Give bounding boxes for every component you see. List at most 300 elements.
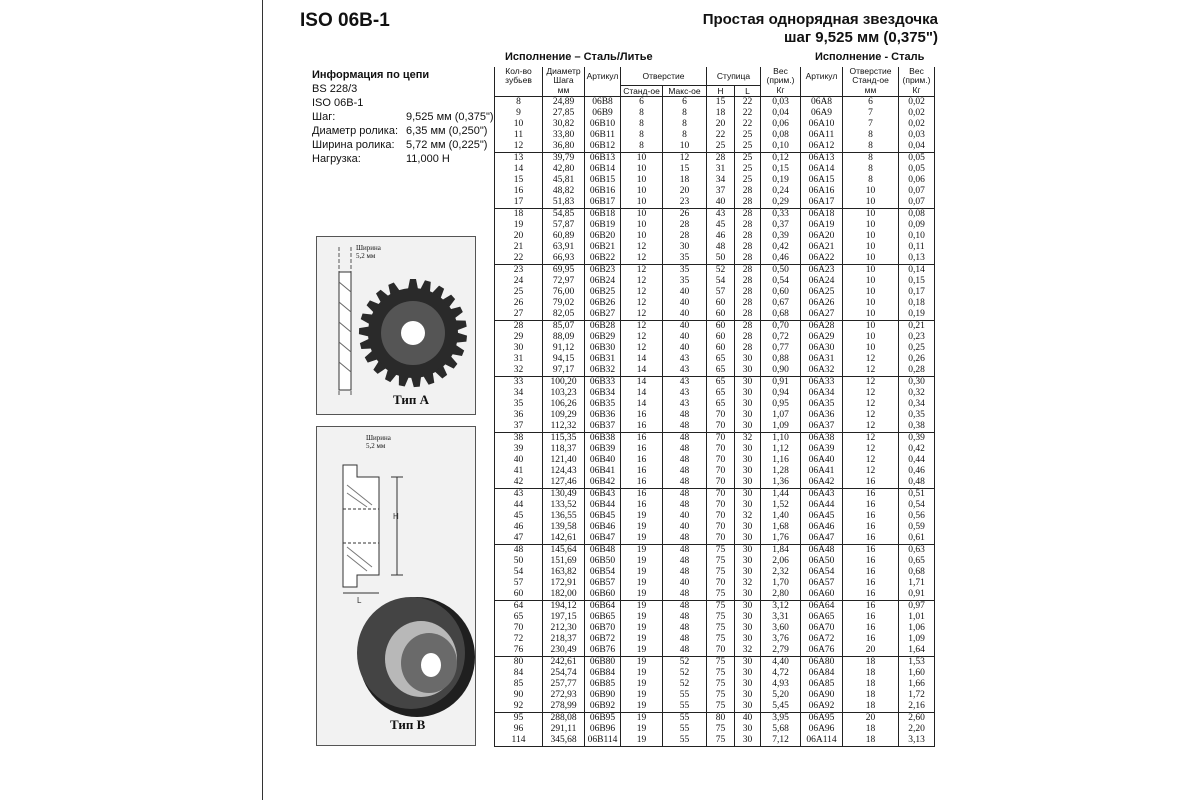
cell-pitch-dia: 57,87	[543, 220, 585, 231]
cell-hub-l: 30	[735, 488, 761, 500]
table-row	[495, 399, 935, 410]
cell-pitch-dia: 121,40	[543, 455, 585, 466]
cell-bore-max: 8	[663, 130, 707, 141]
cell-bore2: 18	[843, 656, 899, 668]
cell-bore2: 12	[843, 354, 899, 365]
cell-article2: 06A13	[801, 152, 843, 164]
cell-bore-std: 16	[621, 455, 663, 466]
cell-bore-max: 35	[663, 264, 707, 276]
cell-hub-l: 30	[735, 354, 761, 365]
header-weight2: Вес (прим.)	[899, 67, 935, 85]
cell-article: 06B19	[585, 220, 621, 231]
cell-bore-max: 55	[663, 724, 707, 735]
cell-bore-std: 19	[621, 578, 663, 589]
cell-hub-l: 25	[735, 175, 761, 186]
table-row	[495, 589, 935, 601]
cell-weight: 0,60	[761, 287, 801, 298]
cell-teeth: 27	[495, 309, 543, 321]
cell-article: 06B64	[585, 600, 621, 612]
cell-pitch-dia: 127,46	[543, 477, 585, 489]
header-weight2-unit: Кг	[899, 85, 935, 96]
cell-article2: 06A14	[801, 164, 843, 175]
cell-hub-h: 75	[707, 623, 735, 634]
cell-hub-h: 57	[707, 287, 735, 298]
cell-article2: 06A90	[801, 690, 843, 701]
cell-bore-max: 40	[663, 578, 707, 589]
cell-pitch-dia: 230,49	[543, 645, 585, 657]
cell-pitch-dia: 112,32	[543, 421, 585, 433]
table-row	[495, 186, 935, 197]
cell-bore-max: 48	[663, 634, 707, 645]
table-header-row	[495, 67, 935, 85]
cell-bore-std: 14	[621, 399, 663, 410]
cell-weight: 0,39	[761, 231, 801, 242]
cell-bore-max: 48	[663, 645, 707, 657]
table-row	[495, 432, 935, 444]
cell-hub-h: 46	[707, 231, 735, 242]
cell-weight: 0,54	[761, 276, 801, 287]
cell-article2: 06A24	[801, 276, 843, 287]
cell-hub-h: 70	[707, 455, 735, 466]
cell-bore2: 7	[843, 119, 899, 130]
cell-article: 06B90	[585, 690, 621, 701]
cell-weight2: 0,06	[899, 175, 935, 186]
cell-bore-max: 43	[663, 388, 707, 399]
cell-bore2: 16	[843, 612, 899, 623]
cell-weight: 0,37	[761, 220, 801, 231]
width-label: Ширина	[356, 244, 381, 252]
cell-weight: 0,19	[761, 175, 801, 186]
cell-weight: 1,28	[761, 466, 801, 477]
cell-article: 06B17	[585, 197, 621, 209]
cell-hub-l: 32	[735, 645, 761, 657]
cell-weight2: 1,60	[899, 668, 935, 679]
cell-teeth: 42	[495, 477, 543, 489]
cell-pitch-dia: 197,15	[543, 612, 585, 623]
cell-article2: 06A21	[801, 242, 843, 253]
cell-hub-l: 30	[735, 399, 761, 410]
header-article2-unit	[801, 85, 843, 96]
cell-teeth: 17	[495, 197, 543, 209]
cell-weight2: 0,08	[899, 208, 935, 220]
cell-bore2: 10	[843, 320, 899, 332]
cell-bore-std: 16	[621, 500, 663, 511]
cell-article2: 06A38	[801, 432, 843, 444]
cell-teeth: 80	[495, 656, 543, 668]
cell-bore2: 18	[843, 735, 899, 747]
chain-param-value: 5,72 мм (0,225")	[406, 139, 488, 151]
cell-bore-max: 48	[663, 612, 707, 623]
table-row	[495, 309, 935, 321]
width-value: 5,2 мм	[356, 252, 376, 260]
cell-hub-l: 25	[735, 164, 761, 175]
cell-bore2: 18	[843, 701, 899, 713]
header-article: Артикул	[585, 67, 621, 85]
cell-bore2: 16	[843, 500, 899, 511]
cell-weight: 1,70	[761, 578, 801, 589]
cell-weight2: 0,39	[899, 432, 935, 444]
cell-weight2: 0,46	[899, 466, 935, 477]
cell-hub-h: 75	[707, 701, 735, 713]
cell-weight: 0,15	[761, 164, 801, 175]
cell-article: 06B33	[585, 376, 621, 388]
cell-bore-std: 10	[621, 231, 663, 242]
type-b-caption: Тип B	[390, 717, 426, 732]
cell-article: 06B26	[585, 298, 621, 309]
cell-teeth: 12	[495, 141, 543, 153]
cell-bore-std: 19	[621, 511, 663, 522]
table-row	[495, 208, 935, 220]
cell-weight: 0,24	[761, 186, 801, 197]
cell-article2: 06A10	[801, 119, 843, 130]
cell-weight: 2,32	[761, 567, 801, 578]
cell-hub-h: 43	[707, 208, 735, 220]
cell-hub-h: 60	[707, 320, 735, 332]
cell-weight2: 0,03	[899, 130, 935, 141]
cell-teeth: 76	[495, 645, 543, 657]
cell-article: 06B28	[585, 320, 621, 332]
cell-bore2: 10	[843, 298, 899, 309]
cell-hub-l: 30	[735, 589, 761, 601]
cell-article2: 06A30	[801, 343, 843, 354]
cell-bore-max: 40	[663, 287, 707, 298]
cell-pitch-dia: 45,81	[543, 175, 585, 186]
cell-hub-l: 30	[735, 701, 761, 713]
cell-weight: 1,12	[761, 444, 801, 455]
cell-bore2: 12	[843, 376, 899, 388]
header-bore-std: Станд-ое	[621, 85, 663, 96]
cell-bore-std: 19	[621, 712, 663, 724]
cell-bore-max: 55	[663, 712, 707, 724]
cell-bore2: 10	[843, 343, 899, 354]
cell-article: 06B20	[585, 231, 621, 242]
cell-article2: 06A64	[801, 600, 843, 612]
section-steel-heading: Исполнение - Сталь	[815, 51, 925, 63]
cell-hub-l: 30	[735, 668, 761, 679]
cell-bore-std: 16	[621, 410, 663, 421]
table-row	[495, 567, 935, 578]
table-row	[495, 354, 935, 365]
cell-teeth: 39	[495, 444, 543, 455]
figure-type-a	[316, 236, 476, 415]
cell-article2: 06A45	[801, 511, 843, 522]
chain-param-value: 11,000 Н	[406, 153, 450, 165]
table-row	[495, 668, 935, 679]
cell-pitch-dia: 106,26	[543, 399, 585, 410]
cell-weight: 0,46	[761, 253, 801, 265]
cell-weight2: 0,13	[899, 253, 935, 265]
cell-weight2: 0,59	[899, 522, 935, 533]
cell-article2: 06A19	[801, 220, 843, 231]
cell-teeth: 22	[495, 253, 543, 265]
cell-article: 06B70	[585, 623, 621, 634]
cell-teeth: 90	[495, 690, 543, 701]
cell-weight: 0,33	[761, 208, 801, 220]
cell-pitch-dia: 97,17	[543, 365, 585, 377]
cell-teeth: 35	[495, 399, 543, 410]
cell-weight: 1,84	[761, 544, 801, 556]
cell-pitch-dia: 79,02	[543, 298, 585, 309]
cell-bore2: 8	[843, 130, 899, 141]
cell-pitch-dia: 33,80	[543, 130, 585, 141]
cell-article2: 06A60	[801, 589, 843, 601]
cell-article: 06B30	[585, 343, 621, 354]
cell-bore-std: 19	[621, 735, 663, 747]
cell-bore-max: 48	[663, 455, 707, 466]
cell-bore-max: 55	[663, 701, 707, 713]
cell-pitch-dia: 88,09	[543, 332, 585, 343]
cell-weight: 2,79	[761, 645, 801, 657]
cell-hub-h: 75	[707, 724, 735, 735]
cell-bore-max: 48	[663, 567, 707, 578]
cell-weight2: 0,07	[899, 186, 935, 197]
cell-bore2: 20	[843, 645, 899, 657]
cell-pitch-dia: 39,79	[543, 152, 585, 164]
cell-bore2: 16	[843, 634, 899, 645]
cell-article2: 06A41	[801, 466, 843, 477]
chain-info-heading: Информация по цепи	[312, 69, 430, 81]
cell-article: 06B15	[585, 175, 621, 186]
cell-weight2: 0,26	[899, 354, 935, 365]
cell-bore-max: 55	[663, 690, 707, 701]
cell-article2: 06A32	[801, 365, 843, 377]
cell-article: 06B47	[585, 533, 621, 545]
header-pitch-dia: Диаметр Шага	[543, 67, 585, 85]
cell-bore-std: 12	[621, 276, 663, 287]
cell-weight2: 1,72	[899, 690, 935, 701]
cell-weight: 3,31	[761, 612, 801, 623]
cell-pitch-dia: 24,89	[543, 96, 585, 108]
table-row	[495, 556, 935, 567]
cell-hub-h: 65	[707, 365, 735, 377]
cell-teeth: 36	[495, 410, 543, 421]
cell-article: 06B39	[585, 444, 621, 455]
cell-weight2: 0,54	[899, 500, 935, 511]
cell-weight2: 0,56	[899, 511, 935, 522]
cell-article2: 06A34	[801, 388, 843, 399]
cell-pitch-dia: 130,49	[543, 488, 585, 500]
cell-article2: 06A39	[801, 444, 843, 455]
cell-bore-std: 6	[621, 96, 663, 108]
table-row	[495, 533, 935, 545]
cell-weight: 0,67	[761, 298, 801, 309]
cell-weight: 1,40	[761, 511, 801, 522]
cell-bore-max: 48	[663, 600, 707, 612]
cell-article: 06B14	[585, 164, 621, 175]
cell-article: 06B12	[585, 141, 621, 153]
cell-article2: 06A80	[801, 656, 843, 668]
cell-weight: 0,77	[761, 343, 801, 354]
cell-pitch-dia: 291,11	[543, 724, 585, 735]
cell-teeth: 46	[495, 522, 543, 533]
cell-pitch-dia: 103,23	[543, 388, 585, 399]
cell-weight: 0,12	[761, 152, 801, 164]
cell-article2: 06A43	[801, 488, 843, 500]
cell-weight2: 0,44	[899, 455, 935, 466]
table-row	[495, 679, 935, 690]
cell-article2: 06A28	[801, 320, 843, 332]
sprocket-table	[494, 67, 935, 747]
cell-bore2: 10	[843, 332, 899, 343]
chain-info	[312, 68, 494, 166]
cell-hub-h: 75	[707, 668, 735, 679]
type-a-width-label	[356, 244, 381, 260]
cell-hub-h: 70	[707, 500, 735, 511]
cell-hub-h: 70	[707, 477, 735, 489]
cell-hub-h: 75	[707, 600, 735, 612]
cell-hub-l: 30	[735, 544, 761, 556]
cell-hub-h: 20	[707, 119, 735, 130]
cell-article2: 06A47	[801, 533, 843, 545]
cell-bore-max: 43	[663, 376, 707, 388]
cell-article: 06B54	[585, 567, 621, 578]
chain-param	[312, 152, 494, 166]
cell-weight2: 1,71	[899, 578, 935, 589]
cell-bore-std: 12	[621, 253, 663, 265]
table-row	[495, 488, 935, 500]
cell-hub-h: 75	[707, 690, 735, 701]
table-body	[495, 96, 935, 746]
cell-pitch-dia: 194,12	[543, 600, 585, 612]
table-row	[495, 175, 935, 186]
cell-weight: 1,10	[761, 432, 801, 444]
cell-hub-h: 70	[707, 432, 735, 444]
cell-hub-l: 28	[735, 253, 761, 265]
table-row	[495, 612, 935, 623]
cell-bore-std: 16	[621, 488, 663, 500]
cell-bore-max: 48	[663, 421, 707, 433]
cell-bore-std: 10	[621, 208, 663, 220]
cell-weight: 1,44	[761, 488, 801, 500]
cell-hub-l: 28	[735, 343, 761, 354]
cell-weight: 3,12	[761, 600, 801, 612]
cell-article2: 06A114	[801, 735, 843, 747]
cell-hub-l: 32	[735, 432, 761, 444]
cell-article: 06B18	[585, 208, 621, 220]
cell-article: 06B85	[585, 679, 621, 690]
cell-teeth: 84	[495, 668, 543, 679]
cell-bore2: 16	[843, 589, 899, 601]
cell-article2: 06A29	[801, 332, 843, 343]
cell-hub-l: 28	[735, 276, 761, 287]
cell-hub-l: 30	[735, 690, 761, 701]
cell-teeth: 54	[495, 567, 543, 578]
cell-article2: 06A84	[801, 668, 843, 679]
table-row	[495, 220, 935, 231]
cell-article: 06B60	[585, 589, 621, 601]
cell-teeth: 92	[495, 701, 543, 713]
cell-weight2: 2,16	[899, 701, 935, 713]
cell-teeth: 85	[495, 679, 543, 690]
cell-article2: 06A16	[801, 186, 843, 197]
table-row	[495, 712, 935, 724]
cell-article: 06B40	[585, 455, 621, 466]
cell-bore-std: 12	[621, 264, 663, 276]
cell-bore-std: 19	[621, 612, 663, 623]
cell-article2: 06A85	[801, 679, 843, 690]
cell-weight2: 0,32	[899, 388, 935, 399]
cell-weight2: 0,91	[899, 589, 935, 601]
cell-teeth: 41	[495, 466, 543, 477]
cell-weight: 0,03	[761, 96, 801, 108]
cell-hub-l: 28	[735, 332, 761, 343]
cell-weight: 4,40	[761, 656, 801, 668]
cell-hub-h: 75	[707, 634, 735, 645]
cell-teeth: 21	[495, 242, 543, 253]
cell-hub-l: 30	[735, 600, 761, 612]
chain-param-value: 9,525 мм (0,375")	[406, 111, 494, 123]
cell-bore-std: 19	[621, 656, 663, 668]
cell-weight2: 0,04	[899, 141, 935, 153]
cell-weight: 1,52	[761, 500, 801, 511]
cell-bore-max: 40	[663, 320, 707, 332]
table-row	[495, 544, 935, 556]
cell-article2: 06A22	[801, 253, 843, 265]
cell-weight2: 0,51	[899, 488, 935, 500]
cell-teeth: 70	[495, 623, 543, 634]
cell-teeth: 16	[495, 186, 543, 197]
cell-teeth: 37	[495, 421, 543, 433]
cell-weight2: 0,48	[899, 477, 935, 489]
cell-teeth: 30	[495, 343, 543, 354]
table-row	[495, 477, 935, 489]
cell-bore-std: 19	[621, 589, 663, 601]
cell-weight2: 3,13	[899, 735, 935, 747]
cell-hub-l: 32	[735, 511, 761, 522]
chain-param-key: Ширина ролика:	[312, 139, 395, 151]
cell-bore-std: 19	[621, 522, 663, 533]
chain-param	[312, 124, 494, 138]
table-row	[495, 264, 935, 276]
cell-weight2: 0,11	[899, 242, 935, 253]
cell-teeth: 25	[495, 287, 543, 298]
type-b-width-label	[366, 434, 391, 450]
cell-hub-l: 30	[735, 455, 761, 466]
table-row	[495, 388, 935, 399]
cell-hub-l: 28	[735, 186, 761, 197]
cell-article: 06B25	[585, 287, 621, 298]
cell-hub-l: 25	[735, 152, 761, 164]
header-weight: Вес (прим.)	[761, 67, 801, 85]
table-row	[495, 623, 935, 634]
width-label: Ширина	[366, 434, 391, 442]
cell-article: 06B31	[585, 354, 621, 365]
cell-hub-l: 40	[735, 712, 761, 724]
cell-article2: 06A17	[801, 197, 843, 209]
cell-pitch-dia: 51,83	[543, 197, 585, 209]
cell-bore-max: 48	[663, 466, 707, 477]
cell-bore-max: 28	[663, 220, 707, 231]
cell-hub-l: 30	[735, 567, 761, 578]
cell-hub-h: 25	[707, 141, 735, 153]
cell-weight: 7,12	[761, 735, 801, 747]
cell-pitch-dia: 66,93	[543, 253, 585, 265]
cell-article2: 06A11	[801, 130, 843, 141]
cell-pitch-dia: 94,15	[543, 354, 585, 365]
cell-bore-max: 52	[663, 656, 707, 668]
cell-article2: 06A35	[801, 399, 843, 410]
cell-article: 06B65	[585, 612, 621, 623]
table-row	[495, 600, 935, 612]
cell-pitch-dia: 72,97	[543, 276, 585, 287]
cell-hub-h: 65	[707, 376, 735, 388]
table-row	[495, 343, 935, 354]
cell-article2: 06A72	[801, 634, 843, 645]
cell-weight: 0,94	[761, 388, 801, 399]
table-row	[495, 410, 935, 421]
cell-weight2: 0,19	[899, 309, 935, 321]
cell-weight: 0,90	[761, 365, 801, 377]
